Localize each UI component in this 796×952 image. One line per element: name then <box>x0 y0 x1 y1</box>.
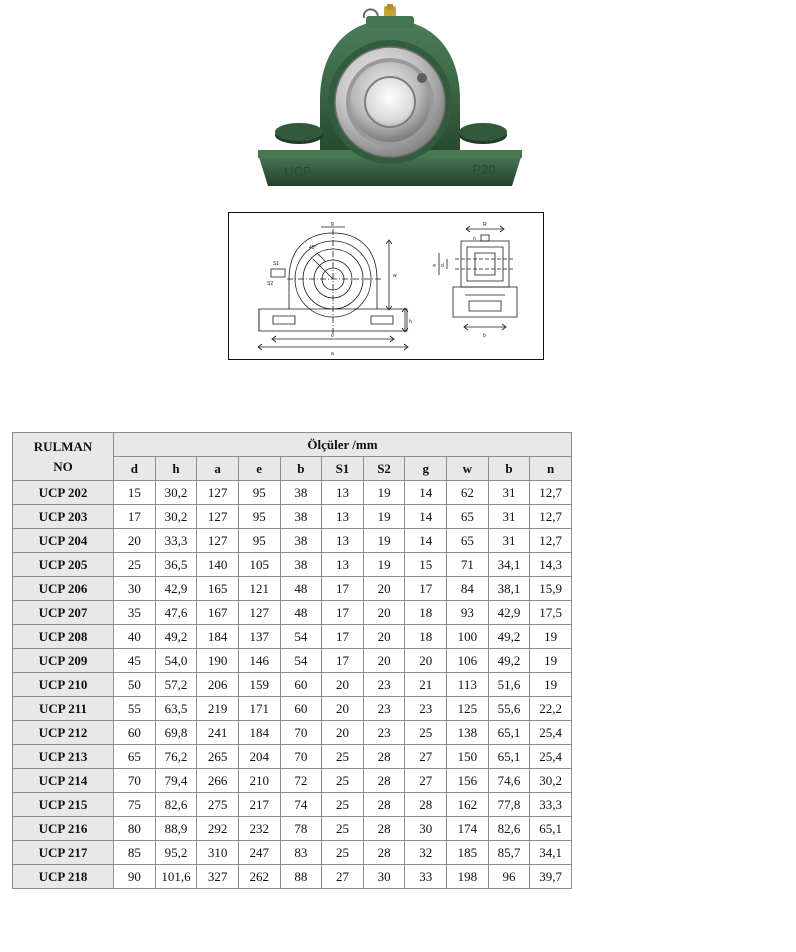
table-row <box>13 721 572 745</box>
cell-d: 40 <box>114 625 156 649</box>
cell-s2: 28 <box>363 769 405 793</box>
col-header-d: d <box>114 457 156 481</box>
cell-n: 25,4 <box>530 745 572 769</box>
cell-a: 265 <box>197 745 239 769</box>
cell-n: 14,3 <box>530 553 572 577</box>
cell-g: 15 <box>405 553 447 577</box>
cell-g: 32 <box>405 841 447 865</box>
row-label: UCP 208 <box>13 625 114 649</box>
cell-b: 72 <box>280 769 322 793</box>
row-label: UCP 203 <box>13 505 114 529</box>
row-label: UCP 218 <box>13 865 114 889</box>
cell-b: 54 <box>280 625 322 649</box>
cell-s1: 13 <box>322 553 364 577</box>
cell-s1: 13 <box>322 529 364 553</box>
cell-h: 82,6 <box>155 793 197 817</box>
cell-d: 50 <box>114 673 156 697</box>
cell-b: 38 <box>280 481 322 505</box>
cell-h: 47,6 <box>155 601 197 625</box>
cell-s2: 19 <box>363 481 405 505</box>
row-label: UCP 214 <box>13 769 114 793</box>
cell-e: 247 <box>238 841 280 865</box>
cell-e: 232 <box>238 817 280 841</box>
cell-a: 292 <box>197 817 239 841</box>
cell-h: 30,2 <box>155 505 197 529</box>
cell-e: 171 <box>238 697 280 721</box>
cell-s2: 30 <box>363 865 405 889</box>
cell-a: 127 <box>197 505 239 529</box>
cell-g: 21 <box>405 673 447 697</box>
cell-s2: 28 <box>363 841 405 865</box>
cell-s2: 20 <box>363 601 405 625</box>
cell-w: 138 <box>447 721 489 745</box>
table-row <box>13 673 572 697</box>
cell-s1: 20 <box>322 721 364 745</box>
cell-b2: 51,6 <box>488 673 530 697</box>
row-label: UCP 215 <box>13 793 114 817</box>
cell-w: 150 <box>447 745 489 769</box>
cell-d: 80 <box>114 817 156 841</box>
cell-e: 137 <box>238 625 280 649</box>
svg-text:h: h <box>409 319 412 325</box>
svg-text:S2: S2 <box>267 281 274 287</box>
cell-b2: 31 <box>488 481 530 505</box>
cell-s1: 20 <box>322 697 364 721</box>
cell-e: 95 <box>238 505 280 529</box>
group-header: Ölçüler /mm <box>114 433 572 457</box>
svg-text:UCP: UCP <box>284 164 312 179</box>
cell-s1: 13 <box>322 481 364 505</box>
cell-d: 75 <box>114 793 156 817</box>
cell-d: 60 <box>114 721 156 745</box>
cell-w: 198 <box>447 865 489 889</box>
cell-e: 95 <box>238 529 280 553</box>
table-row <box>13 577 572 601</box>
table-row <box>13 817 572 841</box>
cell-s2: 28 <box>363 817 405 841</box>
cell-w: 156 <box>447 769 489 793</box>
table-row <box>13 841 572 865</box>
cell-b2: 55,6 <box>488 697 530 721</box>
table-row <box>13 697 572 721</box>
cell-b: 88 <box>280 865 322 889</box>
cell-s2: 23 <box>363 721 405 745</box>
bearing-photo-svg <box>236 4 556 194</box>
cell-g: 14 <box>405 529 447 553</box>
svg-text:d: d <box>441 263 444 269</box>
col-header-a: a <box>197 457 239 481</box>
cell-h: 33,3 <box>155 529 197 553</box>
cell-n: 25,4 <box>530 721 572 745</box>
svg-text:R: R <box>483 222 487 228</box>
cell-b: 38 <box>280 553 322 577</box>
cell-b2: 49,2 <box>488 625 530 649</box>
cell-s1: 25 <box>322 793 364 817</box>
cell-w: 84 <box>447 577 489 601</box>
cell-h: 30,2 <box>155 481 197 505</box>
table-row <box>13 625 572 649</box>
cell-s2: 20 <box>363 577 405 601</box>
cell-n: 22,2 <box>530 697 572 721</box>
set-screw <box>417 73 427 83</box>
cell-g: 25 <box>405 721 447 745</box>
cell-a: 167 <box>197 601 239 625</box>
cell-n: 19 <box>530 625 572 649</box>
cell-d: 25 <box>114 553 156 577</box>
cell-g: 17 <box>405 577 447 601</box>
corner-header <box>13 433 114 481</box>
cell-a: 310 <box>197 841 239 865</box>
table-row <box>13 481 572 505</box>
cell-b: 48 <box>280 601 322 625</box>
cell-g: 27 <box>405 745 447 769</box>
table-row <box>13 865 572 889</box>
cell-s2: 28 <box>363 745 405 769</box>
cell-n: 65,1 <box>530 817 572 841</box>
technical-drawing-area <box>0 200 796 370</box>
cell-w: 174 <box>447 817 489 841</box>
cell-a: 190 <box>197 649 239 673</box>
col-header-h: h <box>155 457 197 481</box>
cell-s2: 19 <box>363 529 405 553</box>
cell-b: 48 <box>280 577 322 601</box>
cell-n: 12,7 <box>530 505 572 529</box>
col-header-n: n <box>530 457 572 481</box>
cell-n: 12,7 <box>530 481 572 505</box>
cell-n: 39,7 <box>530 865 572 889</box>
cell-s2: 23 <box>363 697 405 721</box>
col-header-b2: b <box>488 457 530 481</box>
svg-text:n: n <box>473 236 476 242</box>
cell-s1: 17 <box>322 649 364 673</box>
cell-s1: 20 <box>322 673 364 697</box>
cell-h: 101,6 <box>155 865 197 889</box>
cell-b2: 42,9 <box>488 601 530 625</box>
cell-e: 105 <box>238 553 280 577</box>
table-row <box>13 745 572 769</box>
cell-e: 159 <box>238 673 280 697</box>
cell-w: 93 <box>447 601 489 625</box>
cell-w: 106 <box>447 649 489 673</box>
cell-h: 69,8 <box>155 721 197 745</box>
cell-h: 79,4 <box>155 769 197 793</box>
cell-w: 185 <box>447 841 489 865</box>
cell-e: 121 <box>238 577 280 601</box>
corner-header-line1: RULMAN <box>33 438 93 454</box>
cell-b: 60 <box>280 697 322 721</box>
cell-a: 140 <box>197 553 239 577</box>
cell-s2: 20 <box>363 649 405 673</box>
cell-g: 23 <box>405 697 447 721</box>
cell-n: 30,2 <box>530 769 572 793</box>
cell-s2: 20 <box>363 625 405 649</box>
cell-g: 33 <box>405 865 447 889</box>
svg-text:g: g <box>331 221 334 227</box>
cell-b: 38 <box>280 529 322 553</box>
cell-b2: 77,8 <box>488 793 530 817</box>
cell-w: 62 <box>447 481 489 505</box>
cell-s2: 28 <box>363 793 405 817</box>
cell-b2: 65,1 <box>488 745 530 769</box>
cell-h: 49,2 <box>155 625 197 649</box>
table-row <box>13 793 572 817</box>
cell-w: 65 <box>447 529 489 553</box>
svg-text:b: b <box>483 333 486 339</box>
cell-e: 262 <box>238 865 280 889</box>
cell-d: 65 <box>114 745 156 769</box>
cell-b: 74 <box>280 793 322 817</box>
cell-n: 19 <box>530 649 572 673</box>
cell-s2: 19 <box>363 505 405 529</box>
table-body <box>13 481 572 889</box>
cell-g: 28 <box>405 793 447 817</box>
cell-g: 18 <box>405 625 447 649</box>
cell-e: 210 <box>238 769 280 793</box>
cell-a: 327 <box>197 865 239 889</box>
table-header-row-1 <box>13 433 572 457</box>
cell-b2: 34,1 <box>488 553 530 577</box>
cell-a: 275 <box>197 793 239 817</box>
cell-h: 95,2 <box>155 841 197 865</box>
cell-e: 127 <box>238 601 280 625</box>
cell-w: 125 <box>447 697 489 721</box>
table-row <box>13 649 572 673</box>
cell-b: 83 <box>280 841 322 865</box>
svg-text:a: a <box>331 351 334 357</box>
table-head <box>13 433 572 481</box>
cell-s2: 23 <box>363 673 405 697</box>
row-label: UCP 211 <box>13 697 114 721</box>
cell-b: 70 <box>280 721 322 745</box>
cell-b2: 49,2 <box>488 649 530 673</box>
cell-h: 76,2 <box>155 745 197 769</box>
cell-s1: 17 <box>322 577 364 601</box>
cell-b2: 96 <box>488 865 530 889</box>
cell-d: 35 <box>114 601 156 625</box>
cell-a: 241 <box>197 721 239 745</box>
cell-h: 57,2 <box>155 673 197 697</box>
svg-text:o: o <box>331 333 334 339</box>
cell-w: 113 <box>447 673 489 697</box>
cell-b2: 38,1 <box>488 577 530 601</box>
cell-d: 30 <box>114 577 156 601</box>
row-label: UCP 210 <box>13 673 114 697</box>
table-row <box>13 553 572 577</box>
cell-a: 127 <box>197 529 239 553</box>
product-photo-area <box>0 0 796 200</box>
row-label: UCP 213 <box>13 745 114 769</box>
col-header-g: g <box>405 457 447 481</box>
cell-b2: 85,7 <box>488 841 530 865</box>
cell-g: 18 <box>405 601 447 625</box>
cell-a: 266 <box>197 769 239 793</box>
cell-w: 162 <box>447 793 489 817</box>
svg-text:S1: S1 <box>273 261 280 267</box>
cell-d: 45 <box>114 649 156 673</box>
cell-n: 17,5 <box>530 601 572 625</box>
specifications-table-wrap <box>12 432 572 889</box>
cell-d: 15 <box>114 481 156 505</box>
specifications-table <box>12 432 572 889</box>
cell-d: 90 <box>114 865 156 889</box>
col-header-s2: S2 <box>363 457 405 481</box>
row-label: UCP 205 <box>13 553 114 577</box>
cell-h: 63,5 <box>155 697 197 721</box>
cell-a: 219 <box>197 697 239 721</box>
cell-b: 78 <box>280 817 322 841</box>
svg-text:e: e <box>433 263 436 269</box>
cell-b2: 31 <box>488 505 530 529</box>
cell-s1: 17 <box>322 601 364 625</box>
cell-b: 38 <box>280 505 322 529</box>
row-label: UCP 204 <box>13 529 114 553</box>
cell-s1: 13 <box>322 505 364 529</box>
col-header-s1: S1 <box>322 457 364 481</box>
cell-e: 95 <box>238 481 280 505</box>
corner-header-line2: NO <box>53 458 73 474</box>
col-header-e: e <box>238 457 280 481</box>
svg-text:P20: P20 <box>472 162 496 177</box>
drawing-svg <box>229 213 543 359</box>
row-label: UCP 207 <box>13 601 114 625</box>
cell-e: 146 <box>238 649 280 673</box>
bearing-unit-photo <box>236 4 556 194</box>
cell-d: 70 <box>114 769 156 793</box>
cell-d: 17 <box>114 505 156 529</box>
cell-b2: 31 <box>488 529 530 553</box>
cell-d: 85 <box>114 841 156 865</box>
table-row <box>13 601 572 625</box>
cell-w: 65 <box>447 505 489 529</box>
table-row <box>13 769 572 793</box>
cell-a: 127 <box>197 481 239 505</box>
cell-s1: 17 <box>322 625 364 649</box>
row-label: UCP 217 <box>13 841 114 865</box>
cell-n: 34,1 <box>530 841 572 865</box>
cell-b: 54 <box>280 649 322 673</box>
cell-g: 20 <box>405 649 447 673</box>
cell-s1: 25 <box>322 745 364 769</box>
cell-s1: 25 <box>322 841 364 865</box>
cell-s2: 19 <box>363 553 405 577</box>
cell-b: 70 <box>280 745 322 769</box>
cell-e: 204 <box>238 745 280 769</box>
row-label: UCP 212 <box>13 721 114 745</box>
cell-s1: 25 <box>322 769 364 793</box>
cell-e: 184 <box>238 721 280 745</box>
table-row <box>13 505 572 529</box>
cell-g: 14 <box>405 481 447 505</box>
cell-b2: 65,1 <box>488 721 530 745</box>
cell-a: 206 <box>197 673 239 697</box>
cell-n: 33,3 <box>530 793 572 817</box>
cell-w: 100 <box>447 625 489 649</box>
row-label: UCP 202 <box>13 481 114 505</box>
row-label: UCP 209 <box>13 649 114 673</box>
cell-g: 27 <box>405 769 447 793</box>
cell-e: 217 <box>238 793 280 817</box>
cell-g: 14 <box>405 505 447 529</box>
cell-d: 20 <box>114 529 156 553</box>
cell-b2: 74,6 <box>488 769 530 793</box>
cell-h: 88,9 <box>155 817 197 841</box>
row-label: UCP 206 <box>13 577 114 601</box>
cell-d: 55 <box>114 697 156 721</box>
cell-s1: 27 <box>322 865 364 889</box>
svg-text:45°: 45° <box>309 245 317 251</box>
drawing-frame <box>228 212 544 360</box>
cell-g: 30 <box>405 817 447 841</box>
cell-h: 36,5 <box>155 553 197 577</box>
cell-h: 42,9 <box>155 577 197 601</box>
cell-w: 71 <box>447 553 489 577</box>
col-header-b: b <box>280 457 322 481</box>
cell-n: 12,7 <box>530 529 572 553</box>
cell-h: 54,0 <box>155 649 197 673</box>
table-row <box>13 529 572 553</box>
cell-a: 184 <box>197 625 239 649</box>
cell-b: 60 <box>280 673 322 697</box>
col-header-w: w <box>447 457 489 481</box>
cell-b2: 82,6 <box>488 817 530 841</box>
row-label: UCP 216 <box>13 817 114 841</box>
cell-a: 165 <box>197 577 239 601</box>
cell-n: 19 <box>530 673 572 697</box>
svg-text:w: w <box>393 273 397 279</box>
cell-s1: 25 <box>322 817 364 841</box>
cell-n: 15,9 <box>530 577 572 601</box>
